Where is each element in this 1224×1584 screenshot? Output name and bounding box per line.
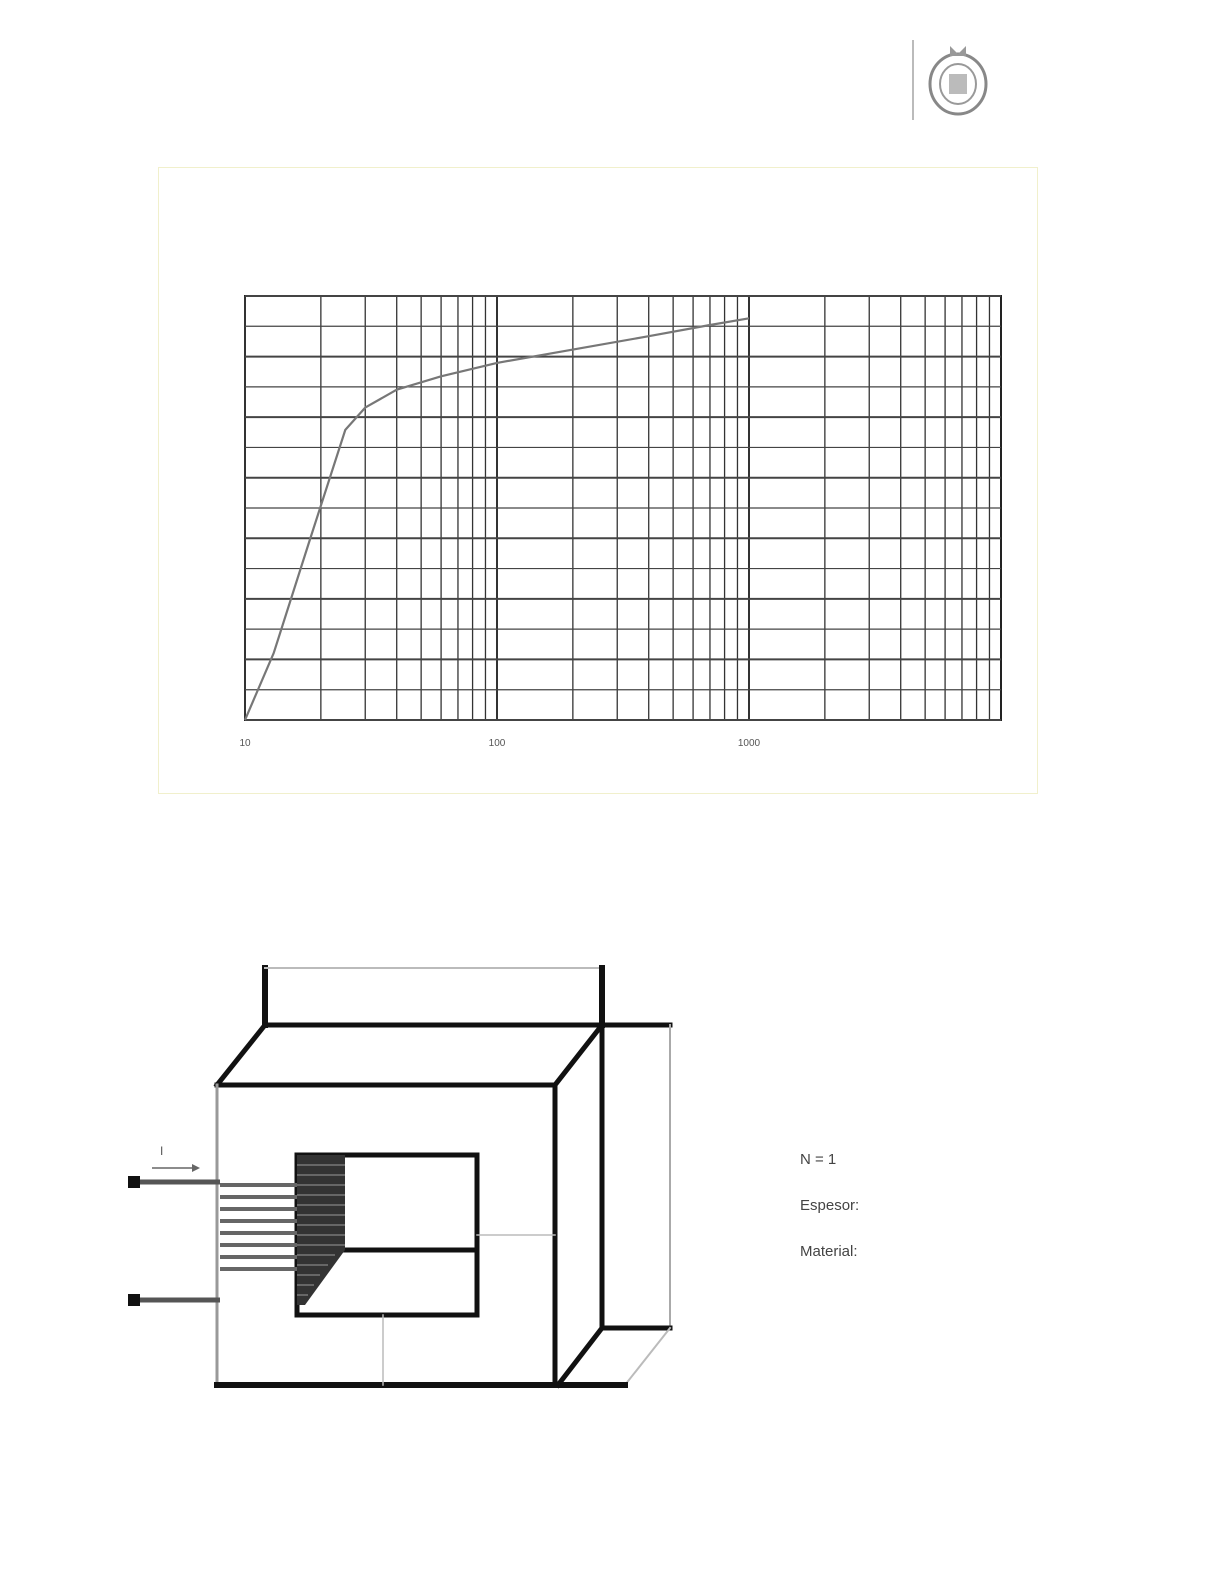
note-line: Espesor: bbox=[800, 1197, 860, 1214]
turns-note bbox=[800, 1150, 859, 1170]
letterhead bbox=[600, 40, 1120, 120]
x-tick-label: 1000 bbox=[737, 738, 761, 749]
core-specifications bbox=[800, 1150, 859, 1288]
magnetization-chart bbox=[158, 167, 1038, 794]
note-line: Material: bbox=[800, 1243, 858, 1260]
core-depth-edge bbox=[625, 1328, 670, 1385]
university-seal-icon bbox=[925, 42, 991, 118]
note-line: N = 1 bbox=[800, 1151, 837, 1168]
core-depth-edge bbox=[558, 1328, 602, 1385]
x-tick-label: 100 bbox=[488, 738, 506, 749]
thickness-note bbox=[800, 1196, 859, 1216]
x-tick-label: 10 bbox=[239, 738, 251, 749]
header-divider bbox=[912, 40, 914, 120]
chart-canvas bbox=[159, 168, 1037, 793]
core-top-edge bbox=[217, 1025, 265, 1085]
current-label: I bbox=[160, 1144, 164, 1158]
current-arrowhead-icon bbox=[192, 1164, 200, 1172]
coil-winding bbox=[297, 1155, 345, 1305]
terminal-top bbox=[128, 1176, 140, 1188]
material-note bbox=[800, 1242, 859, 1262]
x-tick-labels bbox=[239, 738, 760, 749]
terminal-bottom bbox=[128, 1294, 140, 1306]
coil-turns bbox=[220, 1185, 297, 1269]
chart-grid bbox=[245, 296, 1001, 720]
transformer-core-diagram bbox=[120, 960, 680, 1405]
core-top-edge bbox=[555, 1025, 602, 1085]
